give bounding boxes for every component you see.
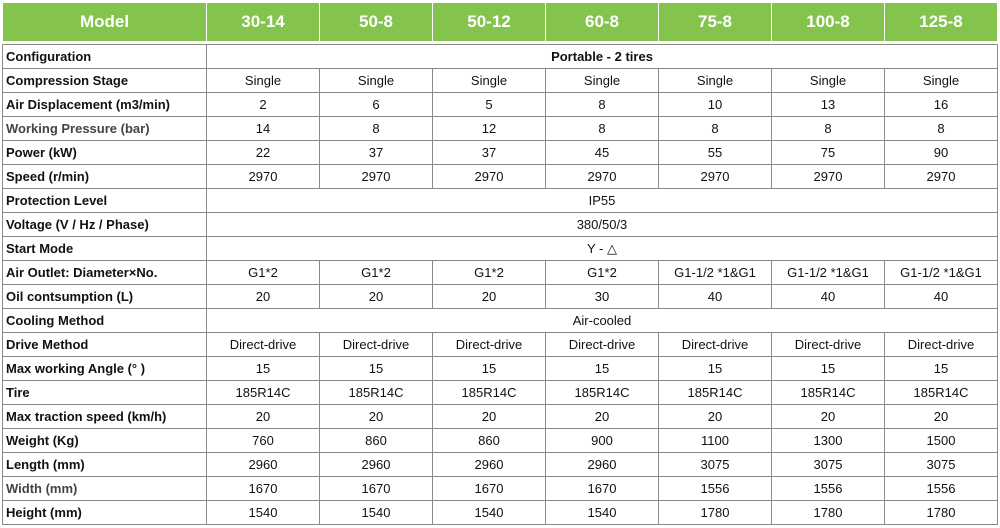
value-cell: 2960 xyxy=(320,453,433,477)
value-cell: 1540 xyxy=(320,501,433,525)
row-label: Weight (Kg) xyxy=(3,429,207,453)
value-cell: 185R14C xyxy=(207,381,320,405)
header-row xyxy=(3,3,998,42)
value-cell: 1540 xyxy=(207,501,320,525)
header-model-5: 100-8 xyxy=(772,3,885,42)
table-row xyxy=(3,93,998,117)
value-cell: 860 xyxy=(433,429,546,453)
row-label: Configuration xyxy=(3,45,207,69)
merged-value-cell: IP55 xyxy=(207,189,998,213)
value-cell: 185R14C xyxy=(772,381,885,405)
value-cell: 860 xyxy=(320,429,433,453)
row-label: Protection Level xyxy=(3,189,207,213)
table-row xyxy=(3,333,998,357)
row-label: Compression Stage xyxy=(3,69,207,93)
value-cell: 2960 xyxy=(207,453,320,477)
spec-table xyxy=(2,2,998,525)
value-cell: 1670 xyxy=(320,477,433,501)
value-cell: 40 xyxy=(885,285,998,309)
value-cell: 1670 xyxy=(546,477,659,501)
row-label: Speed (r/min) xyxy=(3,165,207,189)
value-cell: 13 xyxy=(772,93,885,117)
value-cell: Single xyxy=(772,69,885,93)
value-cell: G1*2 xyxy=(207,261,320,285)
value-cell: 20 xyxy=(659,405,772,429)
value-cell: 20 xyxy=(433,285,546,309)
value-cell: 14 xyxy=(207,117,320,141)
table-row xyxy=(3,453,998,477)
value-cell: 15 xyxy=(772,357,885,381)
value-cell: 1780 xyxy=(659,501,772,525)
value-cell: 3075 xyxy=(772,453,885,477)
table-row xyxy=(3,141,998,165)
value-cell: 1556 xyxy=(772,477,885,501)
value-cell: Direct-drive xyxy=(320,333,433,357)
value-cell: 1556 xyxy=(885,477,998,501)
value-cell: 90 xyxy=(885,141,998,165)
header-model-1: 50-8 xyxy=(320,3,433,42)
header-model-6: 125-8 xyxy=(885,3,998,42)
value-cell: 185R14C xyxy=(885,381,998,405)
row-label: Voltage (V / Hz / Phase) xyxy=(3,213,207,237)
value-cell: Direct-drive xyxy=(546,333,659,357)
value-cell: G1*2 xyxy=(433,261,546,285)
value-cell: 20 xyxy=(207,405,320,429)
table-row xyxy=(3,165,998,189)
value-cell: 185R14C xyxy=(546,381,659,405)
value-cell: 1500 xyxy=(885,429,998,453)
table-row xyxy=(3,381,998,405)
value-cell: 45 xyxy=(546,141,659,165)
row-label: Height (mm) xyxy=(3,501,207,525)
value-cell: 20 xyxy=(320,285,433,309)
value-cell: 8 xyxy=(659,117,772,141)
value-cell: 1540 xyxy=(546,501,659,525)
table-row xyxy=(3,237,998,261)
table-row xyxy=(3,213,998,237)
table-row xyxy=(3,477,998,501)
table-row xyxy=(3,69,998,93)
value-cell: 1670 xyxy=(207,477,320,501)
value-cell: 8 xyxy=(546,117,659,141)
value-cell: 20 xyxy=(207,285,320,309)
table-body xyxy=(3,45,998,525)
value-cell: G1-1/2 *1&G1 xyxy=(885,261,998,285)
value-cell: Direct-drive xyxy=(207,333,320,357)
value-cell: 10 xyxy=(659,93,772,117)
value-cell: 1670 xyxy=(433,477,546,501)
value-cell: 22 xyxy=(207,141,320,165)
value-cell: 16 xyxy=(885,93,998,117)
value-cell: Single xyxy=(546,69,659,93)
value-cell: 1556 xyxy=(659,477,772,501)
value-cell: 185R14C xyxy=(433,381,546,405)
table-row xyxy=(3,405,998,429)
header-model-2: 50-12 xyxy=(433,3,546,42)
value-cell: 20 xyxy=(546,405,659,429)
value-cell: G1-1/2 *1&G1 xyxy=(659,261,772,285)
row-label: Tire xyxy=(3,381,207,405)
row-label: Air Displacement (m3/min) xyxy=(3,93,207,117)
value-cell: 1780 xyxy=(885,501,998,525)
row-label: Power (kW) xyxy=(3,141,207,165)
value-cell: 8 xyxy=(320,117,433,141)
row-label: Oil contsumption (L) xyxy=(3,285,207,309)
value-cell: 20 xyxy=(772,405,885,429)
value-cell: 2970 xyxy=(433,165,546,189)
row-label: Length (mm) xyxy=(3,453,207,477)
value-cell: 15 xyxy=(659,357,772,381)
row-label: Max working Angle (° ) xyxy=(3,357,207,381)
value-cell: 12 xyxy=(433,117,546,141)
value-cell: 2 xyxy=(207,93,320,117)
value-cell: 3075 xyxy=(659,453,772,477)
value-cell: 15 xyxy=(320,357,433,381)
value-cell: 15 xyxy=(433,357,546,381)
header-model-0: 30-14 xyxy=(207,3,320,42)
value-cell: G1*2 xyxy=(320,261,433,285)
row-label: Working Pressure (bar) xyxy=(3,117,207,141)
value-cell: Single xyxy=(207,69,320,93)
header-model-3: 60-8 xyxy=(546,3,659,42)
value-cell: Direct-drive xyxy=(885,333,998,357)
value-cell: 55 xyxy=(659,141,772,165)
table-row xyxy=(3,285,998,309)
merged-value-cell: 380/50/3 xyxy=(207,213,998,237)
value-cell: 20 xyxy=(885,405,998,429)
value-cell: 185R14C xyxy=(659,381,772,405)
value-cell: 2960 xyxy=(546,453,659,477)
merged-value-cell: Y - △ xyxy=(207,237,998,261)
value-cell: 3075 xyxy=(885,453,998,477)
value-cell: 20 xyxy=(433,405,546,429)
row-label: Air Outlet: Diameter×No. xyxy=(3,261,207,285)
value-cell: 15 xyxy=(885,357,998,381)
value-cell: Direct-drive xyxy=(433,333,546,357)
table-row xyxy=(3,357,998,381)
value-cell: G1*2 xyxy=(546,261,659,285)
value-cell: 900 xyxy=(546,429,659,453)
value-cell: 1780 xyxy=(772,501,885,525)
value-cell: G1-1/2 *1&G1 xyxy=(772,261,885,285)
value-cell: 8 xyxy=(546,93,659,117)
row-label: Start Mode xyxy=(3,237,207,261)
value-cell: Direct-drive xyxy=(659,333,772,357)
value-cell: 20 xyxy=(320,405,433,429)
value-cell: 760 xyxy=(207,429,320,453)
value-cell: 75 xyxy=(772,141,885,165)
table-row xyxy=(3,45,998,69)
value-cell: 2970 xyxy=(207,165,320,189)
row-label: Max traction speed (km/h) xyxy=(3,405,207,429)
header-model-4: 75-8 xyxy=(659,3,772,42)
row-label: Cooling Method xyxy=(3,309,207,333)
value-cell: 5 xyxy=(433,93,546,117)
table-row xyxy=(3,117,998,141)
table-row xyxy=(3,309,998,333)
row-label: Drive Method xyxy=(3,333,207,357)
value-cell: 6 xyxy=(320,93,433,117)
value-cell: 2970 xyxy=(659,165,772,189)
value-cell: 37 xyxy=(433,141,546,165)
value-cell: Single xyxy=(320,69,433,93)
value-cell: 2960 xyxy=(433,453,546,477)
value-cell: 1100 xyxy=(659,429,772,453)
value-cell: Single xyxy=(659,69,772,93)
value-cell: 1540 xyxy=(433,501,546,525)
value-cell: 2970 xyxy=(546,165,659,189)
table-row xyxy=(3,189,998,213)
value-cell: Single xyxy=(885,69,998,93)
table-row xyxy=(3,429,998,453)
merged-value-cell: Portable - 2 tires xyxy=(207,45,998,69)
value-cell: 2970 xyxy=(320,165,433,189)
value-cell: 30 xyxy=(546,285,659,309)
table-header xyxy=(3,3,998,45)
value-cell: 8 xyxy=(772,117,885,141)
value-cell: 15 xyxy=(207,357,320,381)
value-cell: 2970 xyxy=(885,165,998,189)
value-cell: 15 xyxy=(546,357,659,381)
value-cell: 8 xyxy=(885,117,998,141)
row-label: Width (mm) xyxy=(3,477,207,501)
value-cell: 2970 xyxy=(772,165,885,189)
value-cell: 40 xyxy=(772,285,885,309)
value-cell: 1300 xyxy=(772,429,885,453)
value-cell: 185R14C xyxy=(320,381,433,405)
value-cell: Single xyxy=(433,69,546,93)
header-model-label: Model xyxy=(3,3,207,42)
value-cell: 37 xyxy=(320,141,433,165)
merged-value-cell: Air-cooled xyxy=(207,309,998,333)
value-cell: Direct-drive xyxy=(772,333,885,357)
table-row xyxy=(3,501,998,525)
table-row xyxy=(3,261,998,285)
value-cell: 40 xyxy=(659,285,772,309)
